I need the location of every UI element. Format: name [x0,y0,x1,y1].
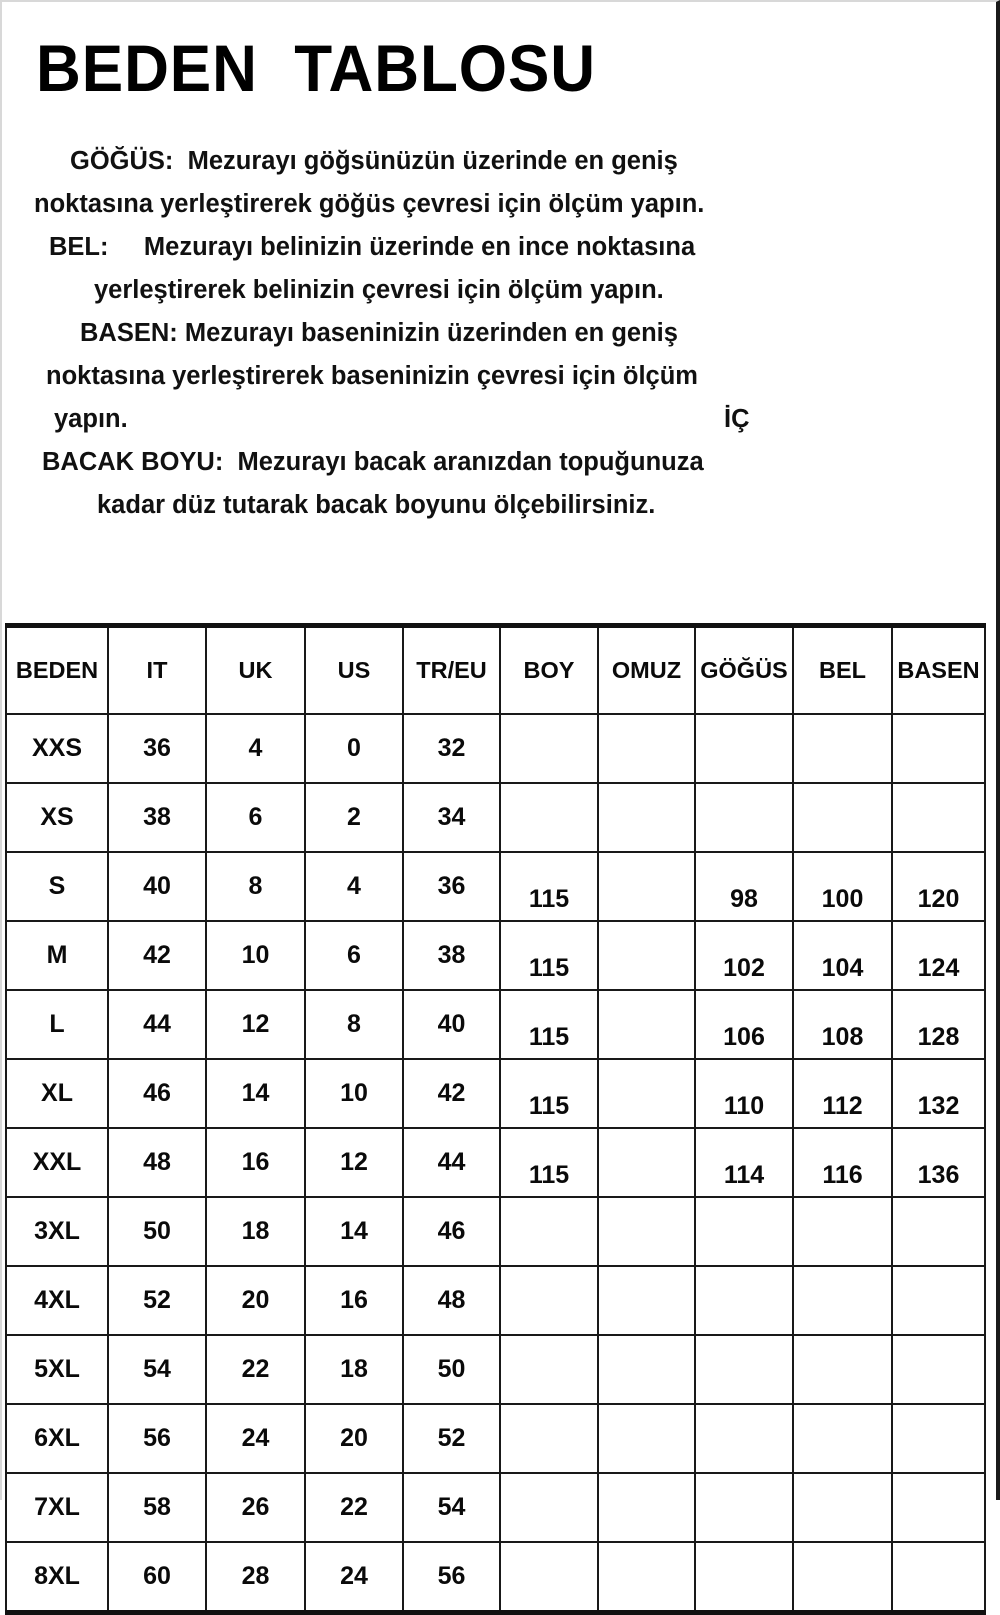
cell-it: 58 [108,1473,206,1542]
cell-beden: 6XL [6,1404,108,1473]
cell-boy [500,1335,598,1404]
cell-treu: 40 [403,990,500,1059]
table-body [6,714,985,1613]
cell-uk: 8 [206,852,305,921]
cell-bel [793,1404,892,1473]
cell-gogus [695,1335,793,1404]
cell-basen: 132 [892,1059,985,1128]
cell-uk: 20 [206,1266,305,1335]
cell-treu: 46 [403,1197,500,1266]
cell-boy: 115 [500,990,598,1059]
cell-it: 56 [108,1404,206,1473]
cell-beden: XXS [6,714,108,783]
cell-uk: 4 [206,714,305,783]
cell-beden: XL [6,1059,108,1128]
column-header-beden: BEDEN [6,626,108,715]
column-header-basen: BASEN [892,626,985,715]
cell-omuz [598,1404,695,1473]
column-header-us: US [305,626,403,715]
cell-beden: 7XL [6,1473,108,1542]
cell-uk: 6 [206,783,305,852]
cell-beden: XS [6,783,108,852]
cell-us: 6 [305,921,403,990]
measurement-instructions [2,140,802,527]
table-row [6,1059,985,1128]
table-row [6,1473,985,1542]
page-title: BEDEN TABLOSU [36,31,597,105]
table-row [6,1197,985,1266]
cell-treu: 36 [403,852,500,921]
cell-us: 18 [305,1335,403,1404]
cell-beden: S [6,852,108,921]
cell-it: 40 [108,852,206,921]
table-row [6,1542,985,1613]
cell-basen [892,1404,985,1473]
cell-gogus: 98 [695,852,793,921]
cell-beden: L [6,990,108,1059]
cell-bel: 104 [793,921,892,990]
column-header-treu: TR/EU [403,626,500,715]
cell-us: 24 [305,1542,403,1613]
cell-bel [793,1197,892,1266]
cell-bel: 112 [793,1059,892,1128]
cell-gogus [695,714,793,783]
cell-uk: 24 [206,1404,305,1473]
cell-boy [500,714,598,783]
cell-treu: 50 [403,1335,500,1404]
cell-beden: XXL [6,1128,108,1197]
cell-us: 2 [305,783,403,852]
cell-gogus: 110 [695,1059,793,1128]
cell-gogus: 106 [695,990,793,1059]
cell-basen [892,714,985,783]
cell-bel: 108 [793,990,892,1059]
column-header-bel: BEL [793,626,892,715]
cell-beden: 8XL [6,1542,108,1613]
cell-boy [500,1404,598,1473]
cell-it: 50 [108,1197,206,1266]
table-row [6,783,985,852]
table-row [6,1335,985,1404]
column-header-it: IT [108,626,206,715]
cell-bel [793,1266,892,1335]
table-header-row [6,626,985,715]
cell-bel [793,1473,892,1542]
table-row [6,921,985,990]
cell-us: 0 [305,714,403,783]
cell-treu: 54 [403,1473,500,1542]
instruction-line-bacak-2: kadar düz tutarak bacak boyunu ölçebilirsiniz. [97,491,656,519]
column-header-gogus: GÖĞÜS [695,626,793,715]
cell-it: 54 [108,1335,206,1404]
cell-basen [892,1335,985,1404]
cell-omuz [598,1197,695,1266]
cell-beden: 5XL [6,1335,108,1404]
cell-boy: 115 [500,1059,598,1128]
cell-omuz [598,1473,695,1542]
table-row [6,990,985,1059]
column-header-boy: BOY [500,626,598,715]
cell-it: 42 [108,921,206,990]
cell-omuz [598,1266,695,1335]
instruction-line-bacak-1: BACAK BOYU: Mezurayı bacak aranızdan topuğunuza [42,448,704,476]
cell-basen [892,783,985,852]
cell-it: 48 [108,1128,206,1197]
cell-boy [500,1266,598,1335]
cell-bel [793,1542,892,1613]
cell-gogus [695,783,793,852]
table-row [6,1266,985,1335]
instruction-line-gogus-2: noktasına yerleştirerek göğüs çevresi için ölçüm yapın. [34,190,705,218]
cell-gogus [695,1197,793,1266]
cell-beden: 4XL [6,1266,108,1335]
inseam-prefix-label: İÇ [724,405,750,433]
cell-bel: 116 [793,1128,892,1197]
cell-it: 52 [108,1266,206,1335]
table-row [6,714,985,783]
cell-us: 12 [305,1128,403,1197]
cell-uk: 10 [206,921,305,990]
cell-uk: 18 [206,1197,305,1266]
cell-uk: 28 [206,1542,305,1613]
cell-boy: 115 [500,1128,598,1197]
cell-us: 16 [305,1266,403,1335]
cell-treu: 52 [403,1404,500,1473]
cell-bel [793,1335,892,1404]
cell-boy [500,1197,598,1266]
cell-treu: 34 [403,783,500,852]
table-row [6,852,985,921]
column-header-omuz: OMUZ [598,626,695,715]
cell-bel: 100 [793,852,892,921]
cell-boy [500,783,598,852]
cell-it: 60 [108,1542,206,1613]
cell-boy: 115 [500,921,598,990]
cell-it: 36 [108,714,206,783]
cell-treu: 42 [403,1059,500,1128]
cell-basen: 124 [892,921,985,990]
cell-us: 22 [305,1473,403,1542]
cell-treu: 48 [403,1266,500,1335]
cell-gogus [695,1542,793,1613]
cell-omuz [598,714,695,783]
table-row [6,1404,985,1473]
cell-gogus: 102 [695,921,793,990]
cell-it: 38 [108,783,206,852]
cell-basen: 136 [892,1128,985,1197]
instruction-line-bel-2: yerleştirerek belinizin çevresi için ölçüm yapın. [94,276,664,304]
cell-basen [892,1266,985,1335]
cell-beden: 3XL [6,1197,108,1266]
cell-uk: 16 [206,1128,305,1197]
cell-gogus [695,1404,793,1473]
cell-boy: 115 [500,852,598,921]
cell-us: 4 [305,852,403,921]
cell-boy [500,1542,598,1613]
cell-gogus [695,1473,793,1542]
cell-gogus: 114 [695,1128,793,1197]
cell-uk: 22 [206,1335,305,1404]
cell-omuz [598,990,695,1059]
cell-it: 46 [108,1059,206,1128]
cell-us: 14 [305,1197,403,1266]
cell-omuz [598,1335,695,1404]
table-row [6,1128,985,1197]
cell-treu: 44 [403,1128,500,1197]
cell-basen [892,1542,985,1613]
cell-omuz [598,1059,695,1128]
cell-treu: 38 [403,921,500,990]
cell-omuz [598,783,695,852]
instruction-line-basen-2: noktasına yerleştirerek baseninizin çevresi için ölçüm [46,362,698,390]
instruction-line-basen-3-text: yapın. [54,405,128,433]
instruction-line-gogus-1: GÖĞÜS: Mezurayı göğsünüzün üzerinde en geniş [70,147,678,175]
cell-us: 8 [305,990,403,1059]
cell-basen [892,1197,985,1266]
cell-treu: 32 [403,714,500,783]
cell-omuz [598,1542,695,1613]
cell-omuz [598,852,695,921]
cell-us: 20 [305,1404,403,1473]
cell-uk: 12 [206,990,305,1059]
cell-bel [793,714,892,783]
cell-gogus [695,1266,793,1335]
instruction-line-basen-1: BASEN: Mezurayı baseninizin üzerinden en geniş [80,319,678,347]
cell-treu: 56 [403,1542,500,1613]
cell-basen: 120 [892,852,985,921]
column-header-uk: UK [206,626,305,715]
cell-beden: M [6,921,108,990]
cell-omuz [598,1128,695,1197]
cell-bel [793,783,892,852]
cell-boy [500,1473,598,1542]
instruction-line-bel-1: BEL: Mezurayı belinizin üzerinde en ince noktasına [49,233,696,261]
size-table [5,623,986,1615]
cell-uk: 26 [206,1473,305,1542]
cell-us: 10 [305,1059,403,1128]
cell-basen: 128 [892,990,985,1059]
cell-omuz [598,921,695,990]
cell-uk: 14 [206,1059,305,1128]
cell-basen [892,1473,985,1542]
instruction-line-basen-3 [2,398,802,441]
cell-it: 44 [108,990,206,1059]
